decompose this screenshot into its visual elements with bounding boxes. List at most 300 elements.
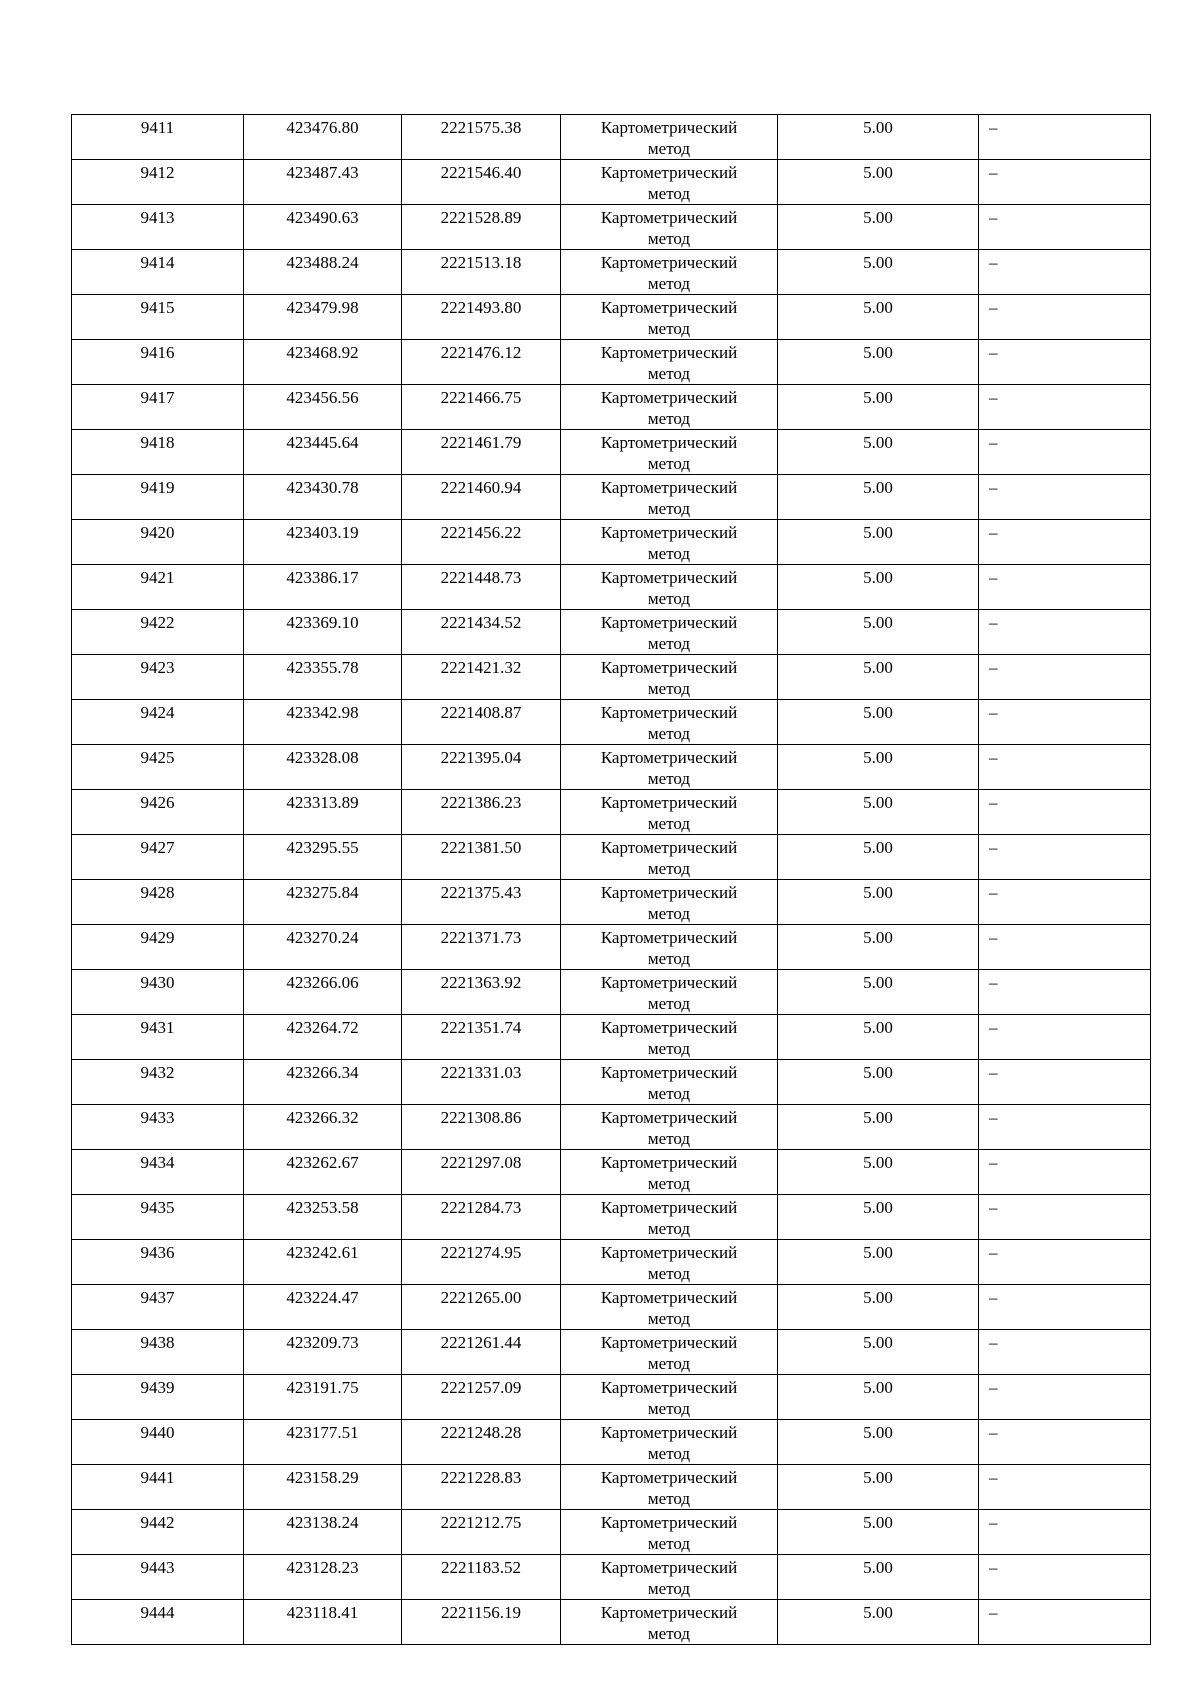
note-value: –	[989, 1018, 998, 1037]
table-row	[72, 970, 1151, 1015]
accuracy-value: 5.00	[863, 298, 893, 317]
note-cell	[979, 970, 1151, 1015]
accuracy-value: 5.00	[863, 1423, 893, 1442]
y-coordinate-cell	[402, 745, 561, 790]
x-coordinate: 423342.98	[286, 703, 359, 722]
x-coordinate: 423266.34	[286, 1063, 359, 1082]
x-coordinate: 423118.41	[286, 1603, 359, 1622]
point-number-cell	[72, 1195, 244, 1240]
table-row	[72, 1510, 1151, 1555]
x-coordinate: 423266.32	[286, 1108, 359, 1127]
accuracy-cell	[778, 835, 979, 880]
method-line-2: метод	[647, 409, 691, 428]
accuracy-cell	[778, 1285, 979, 1330]
y-coordinate-cell	[402, 880, 561, 925]
note-value: –	[989, 658, 998, 677]
method-line-1: Картометрический	[600, 703, 738, 722]
note-value: –	[989, 1468, 998, 1487]
accuracy-value: 5.00	[863, 883, 893, 902]
method-line-1: Картометрический	[600, 1198, 738, 1217]
accuracy-cell	[778, 700, 979, 745]
method-line-1: Картометрический	[600, 1153, 738, 1172]
note-cell	[979, 745, 1151, 790]
method-line-2: метод	[647, 139, 691, 158]
y-coordinate-cell	[402, 970, 561, 1015]
accuracy-value: 5.00	[863, 1063, 893, 1082]
x-coordinate: 423386.17	[286, 568, 359, 587]
method-line-1: Картометрический	[600, 883, 738, 902]
point-number: 9432	[140, 1063, 175, 1082]
note-value: –	[989, 298, 998, 317]
y-coordinate: 2221297.08	[440, 1153, 522, 1172]
method-cell	[561, 790, 778, 835]
table-row	[72, 1105, 1151, 1150]
y-coordinate: 2221265.00	[440, 1288, 522, 1307]
accuracy-value: 5.00	[863, 1018, 893, 1037]
table-row	[72, 610, 1151, 655]
x-coordinate-cell	[244, 700, 402, 745]
point-number: 9428	[140, 883, 175, 902]
x-coordinate: 423270.24	[286, 928, 359, 947]
point-number: 9417	[140, 388, 175, 407]
point-number-cell	[72, 790, 244, 835]
x-coordinate-cell	[244, 1465, 402, 1510]
table-row	[72, 1420, 1151, 1465]
method-line-2: метод	[647, 814, 691, 833]
accuracy-cell	[778, 1150, 979, 1195]
method-line-1: Картометрический	[600, 1063, 738, 1082]
table-row	[72, 655, 1151, 700]
x-coordinate: 423191.75	[286, 1378, 359, 1397]
y-coordinate-cell	[402, 520, 561, 565]
accuracy-cell	[778, 250, 979, 295]
x-coordinate-cell	[244, 385, 402, 430]
x-coordinate-cell	[244, 1330, 402, 1375]
table-row	[72, 925, 1151, 970]
accuracy-cell	[778, 1465, 979, 1510]
x-coordinate: 423158.29	[286, 1468, 359, 1487]
point-number: 9426	[140, 793, 175, 812]
method-line-1: Картометрический	[600, 928, 738, 947]
accuracy-cell	[778, 475, 979, 520]
method-line-2: метод	[647, 634, 691, 653]
y-coordinate: 2221156.19	[440, 1603, 522, 1622]
point-number: 9431	[140, 1018, 175, 1037]
x-coordinate-cell	[244, 880, 402, 925]
method-line-1: Картометрический	[600, 793, 738, 812]
accuracy-value: 5.00	[863, 838, 893, 857]
accuracy-value: 5.00	[863, 1288, 893, 1307]
x-coordinate: 423479.98	[286, 298, 359, 317]
point-number: 9423	[140, 658, 175, 677]
coordinates-table	[71, 114, 1151, 1645]
note-value: –	[989, 1378, 998, 1397]
method-line-1: Картометрический	[600, 838, 738, 857]
method-cell	[561, 925, 778, 970]
method-line-1: Картометрический	[600, 1108, 738, 1127]
x-coordinate: 423253.58	[286, 1198, 359, 1217]
point-number-cell	[72, 1015, 244, 1060]
point-number-cell	[72, 295, 244, 340]
point-number-cell	[72, 655, 244, 700]
method-line-2: метод	[647, 1264, 691, 1283]
accuracy-value: 5.00	[863, 1513, 893, 1532]
note-value: –	[989, 208, 998, 227]
x-coordinate: 423313.89	[286, 793, 359, 812]
method-cell	[561, 1510, 778, 1555]
y-coordinate-cell	[402, 565, 561, 610]
note-cell	[979, 925, 1151, 970]
note-value: –	[989, 1153, 998, 1172]
accuracy-cell	[778, 1060, 979, 1105]
x-coordinate-cell	[244, 250, 402, 295]
y-coordinate: 2221421.32	[440, 658, 522, 677]
accuracy-value: 5.00	[863, 433, 893, 452]
note-value: –	[989, 343, 998, 362]
table-row	[72, 1060, 1151, 1105]
method-line-2: метод	[647, 274, 691, 293]
note-value: –	[989, 388, 998, 407]
y-coordinate: 2221528.89	[440, 208, 522, 227]
accuracy-value: 5.00	[863, 163, 893, 182]
method-line-1: Картометрический	[600, 523, 738, 542]
note-value: –	[989, 1513, 998, 1532]
point-number-cell	[72, 250, 244, 295]
note-cell	[979, 610, 1151, 655]
method-line-1: Картометрический	[600, 343, 738, 362]
note-cell	[979, 1510, 1151, 1555]
note-cell	[979, 385, 1151, 430]
point-number-cell	[72, 1555, 244, 1600]
method-line-1: Картометрический	[600, 973, 738, 992]
accuracy-cell	[778, 520, 979, 565]
accuracy-cell	[778, 1240, 979, 1285]
point-number: 9411	[140, 118, 175, 137]
method-line-2: метод	[647, 1579, 691, 1598]
note-cell	[979, 1465, 1151, 1510]
method-line-2: метод	[647, 499, 691, 518]
y-coordinate-cell	[402, 475, 561, 520]
accuracy-cell	[778, 1510, 979, 1555]
point-number-cell	[72, 925, 244, 970]
x-coordinate-cell	[244, 970, 402, 1015]
method-line-2: метод	[647, 1219, 691, 1238]
x-coordinate-cell	[244, 520, 402, 565]
method-cell	[561, 1285, 778, 1330]
y-coordinate: 2221513.18	[440, 253, 522, 272]
point-number: 9441	[140, 1468, 175, 1487]
y-coordinate: 2221308.86	[440, 1108, 522, 1127]
method-line-1: Картометрический	[600, 208, 738, 227]
method-cell	[561, 655, 778, 700]
y-coordinate: 2221284.73	[440, 1198, 522, 1217]
method-cell	[561, 565, 778, 610]
y-coordinate-cell	[402, 1555, 561, 1600]
method-line-2: метод	[647, 1534, 691, 1553]
accuracy-value: 5.00	[863, 1468, 893, 1487]
note-value: –	[989, 118, 998, 137]
x-coordinate-cell	[244, 745, 402, 790]
y-coordinate: 2221212.75	[440, 1513, 522, 1532]
method-line-1: Картометрический	[600, 1288, 738, 1307]
table-row	[72, 880, 1151, 925]
x-coordinate: 423242.61	[286, 1243, 359, 1262]
method-cell	[561, 1195, 778, 1240]
method-cell	[561, 160, 778, 205]
accuracy-cell	[778, 925, 979, 970]
point-number-cell	[72, 1060, 244, 1105]
x-coordinate-cell	[244, 565, 402, 610]
x-coordinate-cell	[244, 1105, 402, 1150]
y-coordinate-cell	[402, 700, 561, 745]
accuracy-value: 5.00	[863, 1198, 893, 1217]
accuracy-value: 5.00	[863, 478, 893, 497]
table-row	[72, 835, 1151, 880]
accuracy-value: 5.00	[863, 523, 893, 542]
point-number-cell	[72, 430, 244, 475]
method-line-2: метод	[647, 454, 691, 473]
accuracy-value: 5.00	[863, 748, 893, 767]
accuracy-value: 5.00	[863, 388, 893, 407]
method-cell	[561, 1420, 778, 1465]
y-coordinate-cell	[402, 655, 561, 700]
table-row	[72, 430, 1151, 475]
point-number: 9434	[140, 1153, 175, 1172]
method-line-1: Картометрический	[600, 568, 738, 587]
point-number-cell	[72, 1105, 244, 1150]
table-row	[72, 1285, 1151, 1330]
note-value: –	[989, 1423, 998, 1442]
accuracy-value: 5.00	[863, 1243, 893, 1262]
note-value: –	[989, 1063, 998, 1082]
y-coordinate-cell	[402, 385, 561, 430]
accuracy-value: 5.00	[863, 208, 893, 227]
note-cell	[979, 1375, 1151, 1420]
method-cell	[561, 295, 778, 340]
method-line-1: Картометрический	[600, 163, 738, 182]
y-coordinate-cell	[402, 250, 561, 295]
x-coordinate-cell	[244, 790, 402, 835]
accuracy-cell	[778, 1195, 979, 1240]
method-cell	[561, 880, 778, 925]
accuracy-value: 5.00	[863, 343, 893, 362]
method-line-2: метод	[647, 859, 691, 878]
method-cell	[561, 115, 778, 160]
method-line-2: метод	[647, 589, 691, 608]
note-value: –	[989, 973, 998, 992]
method-cell	[561, 1150, 778, 1195]
table-row	[72, 115, 1151, 160]
accuracy-cell	[778, 790, 979, 835]
y-coordinate: 2221408.87	[440, 703, 522, 722]
y-coordinate: 2221476.12	[440, 343, 522, 362]
note-value: –	[989, 703, 998, 722]
note-cell	[979, 340, 1151, 385]
method-line-2: метод	[647, 1354, 691, 1373]
table-row	[72, 475, 1151, 520]
accuracy-cell	[778, 655, 979, 700]
y-coordinate-cell	[402, 1330, 561, 1375]
point-number: 9427	[140, 838, 175, 857]
point-number-cell	[72, 340, 244, 385]
y-coordinate-cell	[402, 1195, 561, 1240]
table-row	[72, 1375, 1151, 1420]
accuracy-value: 5.00	[863, 973, 893, 992]
method-line-2: метод	[647, 229, 691, 248]
point-number-cell	[72, 160, 244, 205]
method-cell	[561, 340, 778, 385]
accuracy-value: 5.00	[863, 613, 893, 632]
point-number-cell	[72, 880, 244, 925]
point-number-cell	[72, 1150, 244, 1195]
method-line-1: Картометрический	[600, 478, 738, 497]
method-cell	[561, 700, 778, 745]
x-coordinate-cell	[244, 115, 402, 160]
method-line-2: метод	[647, 1489, 691, 1508]
x-coordinate: 423266.06	[286, 973, 359, 992]
point-number: 9413	[140, 208, 175, 227]
point-number-cell	[72, 475, 244, 520]
method-cell	[561, 205, 778, 250]
note-cell	[979, 1240, 1151, 1285]
note-value: –	[989, 1333, 998, 1352]
point-number: 9440	[140, 1423, 175, 1442]
method-line-1: Картометрический	[600, 1558, 738, 1577]
y-coordinate: 2221274.95	[440, 1243, 522, 1262]
point-number-cell	[72, 835, 244, 880]
table-row	[72, 1330, 1151, 1375]
point-number: 9438	[140, 1333, 175, 1352]
table-row	[72, 1150, 1151, 1195]
accuracy-value: 5.00	[863, 928, 893, 947]
x-coordinate: 423128.23	[286, 1558, 359, 1577]
y-coordinate: 2221183.52	[440, 1558, 522, 1577]
method-cell	[561, 250, 778, 295]
accuracy-value: 5.00	[863, 118, 893, 137]
note-value: –	[989, 928, 998, 947]
y-coordinate: 2221493.80	[440, 298, 522, 317]
method-line-2: метод	[647, 544, 691, 563]
table-row	[72, 250, 1151, 295]
table-row	[72, 295, 1151, 340]
y-coordinate-cell	[402, 1240, 561, 1285]
note-value: –	[989, 793, 998, 812]
x-coordinate-cell	[244, 1510, 402, 1555]
note-cell	[979, 880, 1151, 925]
table-row	[72, 700, 1151, 745]
point-number: 9424	[140, 703, 175, 722]
point-number: 9437	[140, 1288, 175, 1307]
y-coordinate-cell	[402, 430, 561, 475]
table-row	[72, 520, 1151, 565]
accuracy-cell	[778, 565, 979, 610]
method-cell	[561, 970, 778, 1015]
accuracy-cell	[778, 1555, 979, 1600]
note-value: –	[989, 1603, 998, 1622]
note-value: –	[989, 1558, 998, 1577]
method-line-2: метод	[647, 724, 691, 743]
x-coordinate-cell	[244, 1240, 402, 1285]
x-coordinate-cell	[244, 1195, 402, 1240]
accuracy-value: 5.00	[863, 793, 893, 812]
method-line-2: метод	[647, 319, 691, 338]
method-line-1: Картометрический	[600, 118, 738, 137]
point-number: 9444	[140, 1603, 175, 1622]
x-coordinate: 423430.78	[286, 478, 359, 497]
x-coordinate: 423487.43	[286, 163, 359, 182]
method-cell	[561, 520, 778, 565]
point-number-cell	[72, 970, 244, 1015]
x-coordinate: 423445.64	[286, 433, 359, 452]
method-cell	[561, 1105, 778, 1150]
point-number-cell	[72, 745, 244, 790]
x-coordinate-cell	[244, 1150, 402, 1195]
y-coordinate-cell	[402, 1465, 561, 1510]
method-line-2: метод	[647, 1399, 691, 1418]
point-number-cell	[72, 1240, 244, 1285]
y-coordinate-cell	[402, 1105, 561, 1150]
note-cell	[979, 1015, 1151, 1060]
note-cell	[979, 835, 1151, 880]
accuracy-cell	[778, 115, 979, 160]
point-number-cell	[72, 115, 244, 160]
method-line-2: метод	[647, 1084, 691, 1103]
method-line-2: метод	[647, 1129, 691, 1148]
y-coordinate-cell	[402, 205, 561, 250]
y-coordinate: 2221386.23	[440, 793, 522, 812]
y-coordinate: 2221456.22	[440, 523, 522, 542]
table-row	[72, 160, 1151, 205]
method-line-2: метод	[647, 769, 691, 788]
table-row	[72, 1240, 1151, 1285]
y-coordinate: 2221575.38	[440, 118, 522, 137]
method-line-1: Картометрический	[600, 433, 738, 452]
x-coordinate: 423224.47	[286, 1288, 359, 1307]
note-cell	[979, 1060, 1151, 1105]
x-coordinate: 423328.08	[286, 748, 359, 767]
point-number: 9414	[140, 253, 175, 272]
x-coordinate-cell	[244, 925, 402, 970]
point-number: 9415	[140, 298, 175, 317]
y-coordinate: 2221461.79	[440, 433, 522, 452]
method-line-1: Картометрический	[600, 748, 738, 767]
method-line-1: Картометрический	[600, 1603, 738, 1622]
method-cell	[561, 385, 778, 430]
x-coordinate: 423456.56	[286, 388, 359, 407]
point-number-cell	[72, 1510, 244, 1555]
method-line-2: метод	[647, 994, 691, 1013]
method-line-1: Картометрический	[600, 1423, 738, 1442]
accuracy-cell	[778, 1420, 979, 1465]
method-line-2: метод	[647, 1309, 691, 1328]
x-coordinate-cell	[244, 340, 402, 385]
y-coordinate: 2221371.73	[440, 928, 522, 947]
point-number: 9436	[140, 1243, 175, 1262]
x-coordinate: 423488.24	[286, 253, 359, 272]
note-cell	[979, 1330, 1151, 1375]
method-cell	[561, 1465, 778, 1510]
note-cell	[979, 115, 1151, 160]
table-row	[72, 1600, 1151, 1645]
note-value: –	[989, 163, 998, 182]
method-line-2: метод	[647, 1624, 691, 1643]
note-cell	[979, 250, 1151, 295]
y-coordinate-cell	[402, 340, 561, 385]
accuracy-cell	[778, 1015, 979, 1060]
method-line-1: Картометрический	[600, 1018, 738, 1037]
note-value: –	[989, 838, 998, 857]
y-coordinate: 2221363.92	[440, 973, 522, 992]
